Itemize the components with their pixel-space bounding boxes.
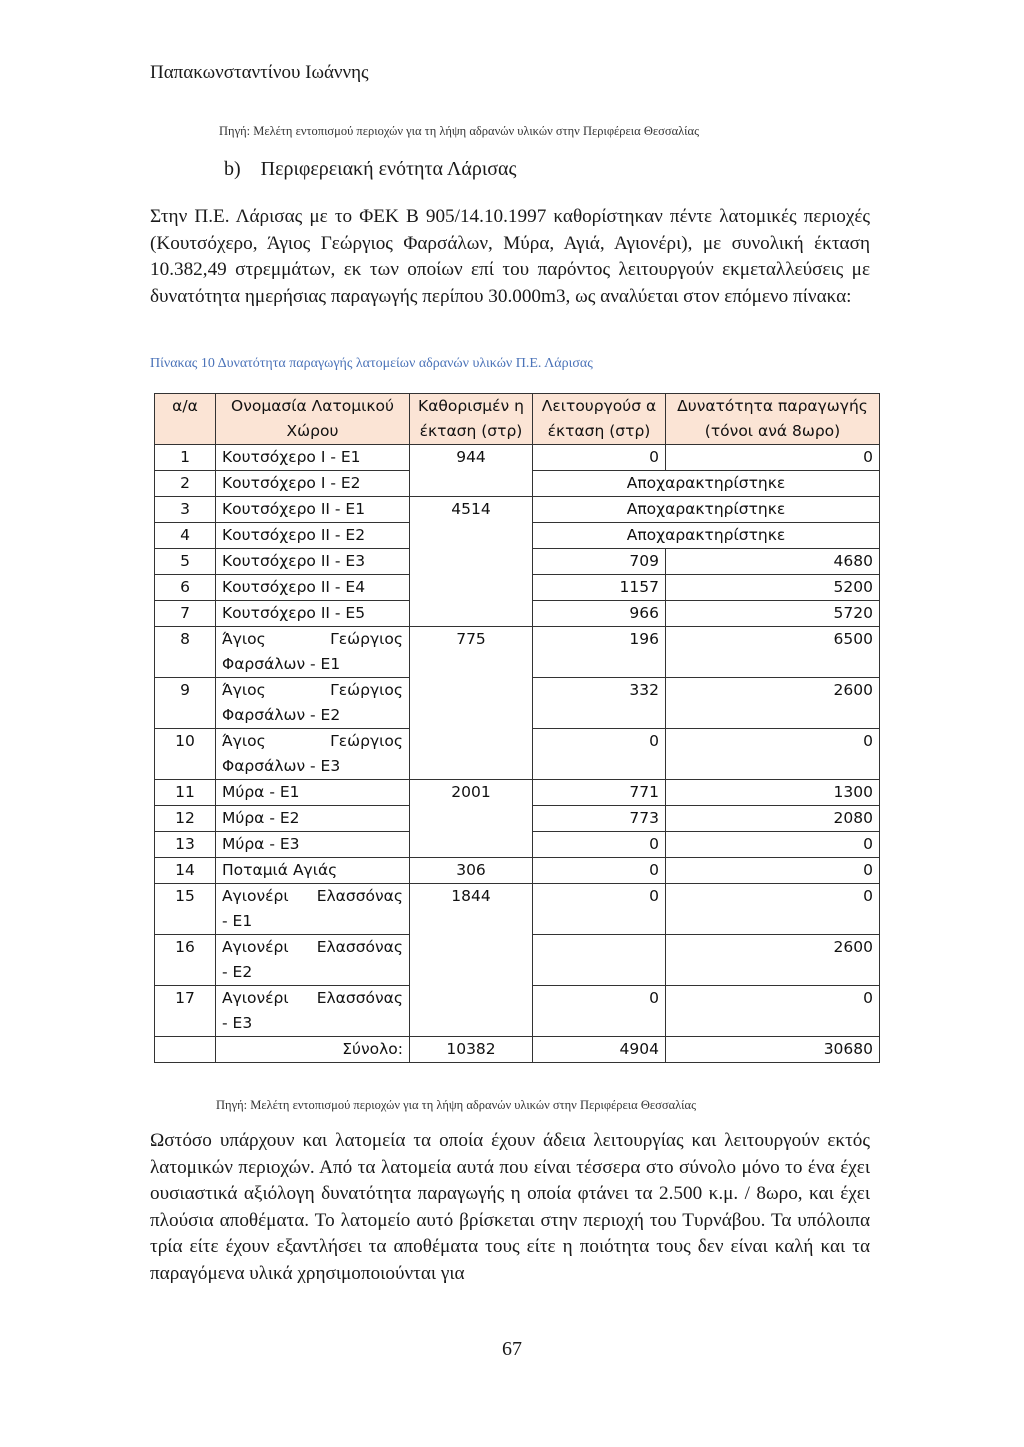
cell-operating: 196 [533, 627, 666, 678]
cell-name-line2: - Ε2 [222, 963, 253, 981]
cell-declassified: Αποχαρακτηρίστηκε [533, 471, 880, 497]
cell-name [216, 627, 410, 678]
table-row [155, 832, 880, 858]
cell-operating: 0 [533, 858, 666, 884]
cell-defined [410, 678, 533, 729]
cell-name [216, 678, 410, 729]
table-row [155, 806, 880, 832]
cell-defined [410, 601, 533, 627]
table-row [155, 780, 880, 806]
cell-name-line1: Άγιος Γεώργιος [222, 732, 403, 750]
cell-defined [410, 471, 533, 497]
cell-aa: 15 [155, 884, 216, 935]
cell-capacity: 2600 [666, 935, 880, 986]
cell-aa: 10 [155, 729, 216, 780]
table-row [155, 601, 880, 627]
cell-capacity: 6500 [666, 627, 880, 678]
cell-aa: 6 [155, 575, 216, 601]
cell-empty [155, 1037, 216, 1063]
page-number: 67 [502, 1338, 522, 1360]
quarry-capacity-table [154, 393, 880, 1063]
cell-aa: 1 [155, 445, 216, 471]
table-row [155, 858, 880, 884]
table-header-row [155, 394, 880, 445]
table-row [155, 729, 880, 780]
cell-operating: 771 [533, 780, 666, 806]
cell-aa: 7 [155, 601, 216, 627]
cell-capacity: 0 [666, 729, 880, 780]
cell-aa: 13 [155, 832, 216, 858]
section-heading: b) Περιφερειακή ενότητα Λάρισας [224, 158, 517, 180]
cell-operating: 332 [533, 678, 666, 729]
table-row [155, 575, 880, 601]
table-row [155, 627, 880, 678]
cell-capacity: 0 [666, 832, 880, 858]
cell-defined [410, 806, 533, 832]
table-total-row [155, 1037, 880, 1063]
cell-name: Μύρα - Ε1 [216, 780, 410, 806]
cell-aa: 4 [155, 523, 216, 549]
cell-defined [410, 832, 533, 858]
cell-operating: 0 [533, 832, 666, 858]
table-caption: Πίνακας 10 Δυνατότητα παραγωγής λατομείων αδρανών υλικών Π.Ε. Λάρισας [150, 356, 593, 371]
cell-aa: 14 [155, 858, 216, 884]
table-row [155, 445, 880, 471]
cell-name: Κουτσόχερο ΙΙ - Ε4 [216, 575, 410, 601]
page-header-author: Παπακωνσταντίνου Ιωάννης [150, 62, 369, 83]
cell-declassified: Αποχαρακτηρίστηκε [533, 523, 880, 549]
total-defined: 10382 [410, 1037, 533, 1063]
cell-name-line2: Φαρσάλων - Ε2 [222, 706, 341, 724]
cell-aa: 3 [155, 497, 216, 523]
cell-name: Κουτσόχερο ΙΙ - Ε5 [216, 601, 410, 627]
cell-operating: 773 [533, 806, 666, 832]
cell-defined [410, 575, 533, 601]
cell-aa: 16 [155, 935, 216, 986]
cell-name: Κουτσόχερο Ι - Ε1 [216, 445, 410, 471]
cell-name: Ποταμιά Αγιάς [216, 858, 410, 884]
cell-defined [410, 986, 533, 1037]
cell-capacity: 2600 [666, 678, 880, 729]
header-operating-area: Λειτουργούσ α έκταση (στρ) [533, 394, 666, 445]
cell-defined: 1844 [410, 884, 533, 935]
header-aa: α/α [155, 394, 216, 445]
header-capacity: Δυνατότητα παραγωγής (τόνοι ανά 8ωρο) [666, 394, 880, 445]
table-row [155, 986, 880, 1037]
cell-capacity: 0 [666, 884, 880, 935]
header-defined-area: Καθορισμέν η έκταση (στρ) [410, 394, 533, 445]
cell-defined: 4514 [410, 497, 533, 523]
cell-capacity: 2080 [666, 806, 880, 832]
cell-name-line1: Άγιος Γεώργιος [222, 681, 403, 699]
cell-name: Κουτσόχερο ΙΙ - Ε3 [216, 549, 410, 575]
source-note-bottom: Πηγή: Μελέτη εντοπισμού περιοχών για τη λήψη αδρανών υλικών στην Περιφέρεια Θεσσαλίας [216, 1098, 697, 1112]
cell-capacity: 5200 [666, 575, 880, 601]
cell-operating: 0 [533, 729, 666, 780]
cell-name [216, 935, 410, 986]
cell-name: Κουτσόχερο Ι - Ε2 [216, 471, 410, 497]
cell-capacity: 0 [666, 858, 880, 884]
cell-defined: 306 [410, 858, 533, 884]
table-row [155, 935, 880, 986]
cell-capacity: 0 [666, 986, 880, 1037]
table-row [155, 523, 880, 549]
cell-operating [533, 935, 666, 986]
table-row [155, 471, 880, 497]
cell-name-line1: Άγιος Γεώργιος [222, 630, 403, 648]
cell-name [216, 884, 410, 935]
cell-operating: 709 [533, 549, 666, 575]
cell-name-line2: - Ε3 [222, 1014, 253, 1032]
cell-operating: 1157 [533, 575, 666, 601]
cell-name: Μύρα - Ε3 [216, 832, 410, 858]
cell-aa: 17 [155, 986, 216, 1037]
source-note-top: Πηγή: Μελέτη εντοπισμού περιοχών για τη λήψη αδρανών υλικών στην Περιφέρεια Θεσσαλίας [219, 124, 700, 138]
intro-paragraph: Στην Π.Ε. Λάρισας με το ΦΕΚ Β 905/14.10.1997 καθορίστηκαν πέντε λατομικές περιοχές (Κουτσόχερο, Άγιος Γεώργιος Φαρσάλων, Μύρα, Αγιά, Αγιονέρι), με συνολική έκταση 10.382,49 στρεμμάτων, εκ των οποίων επί του παρόντος λειτουργούν εκμεταλλεύσεις με δυνατότητα ημερήσιας παραγωγής περίπου 30.000m3, ως αναλύεται στον επόμενο πίνακα: [150, 206, 870, 307]
body-paragraph: Ωστόσο υπάρχουν και λατομεία τα οποία έχουν άδεια λειτουργίας και λειτουργούν εκτός λατομικών περιοχών. Από τα λατομεία αυτά που είναι τέσσερα στο σύνολο μόνο το ένα έχει ουσιαστικά αξιόλογη δυνατότητα παραγωγής η οποία φτάνει τα 2.500 κ.μ. / 8ωρο, και έχει πλούσια αποθέματα. Το λατομείο αυτό βρίσκεται στην περιοχή του Τυρνάβου. Τα υπόλοιπα τρία είτε έχουν εξαντλήσει τα αποθέματα τους είτε η ποιότητα τους δεν είναι καλή και τα παραγόμενα υλικά χρησιμοποιούνται για [150, 1130, 870, 1284]
cell-capacity: 5720 [666, 601, 880, 627]
cell-name-line1: Αγιονέρι Ελασσόνας [222, 938, 403, 956]
table-row [155, 678, 880, 729]
cell-aa: 12 [155, 806, 216, 832]
cell-name: Κουτσόχερο ΙΙ - Ε1 [216, 497, 410, 523]
cell-aa: 5 [155, 549, 216, 575]
cell-name-line1: Αγιονέρι Ελασσόνας [222, 887, 403, 905]
cell-operating: 0 [533, 445, 666, 471]
cell-aa: 9 [155, 678, 216, 729]
cell-name: Μύρα - Ε2 [216, 806, 410, 832]
total-operating: 4904 [533, 1037, 666, 1063]
table-row [155, 884, 880, 935]
cell-aa: 11 [155, 780, 216, 806]
table-row [155, 549, 880, 575]
cell-defined: 2001 [410, 780, 533, 806]
cell-defined [410, 523, 533, 549]
cell-name-line2: Φαρσάλων - Ε1 [222, 655, 341, 673]
cell-aa: 8 [155, 627, 216, 678]
cell-operating: 0 [533, 986, 666, 1037]
cell-operating: 0 [533, 884, 666, 935]
cell-capacity: 0 [666, 445, 880, 471]
total-capacity: 30680 [666, 1037, 880, 1063]
cell-name-line2: Φαρσάλων - Ε3 [222, 757, 341, 775]
cell-name: Κουτσόχερο ΙΙ - Ε2 [216, 523, 410, 549]
cell-defined [410, 729, 533, 780]
cell-capacity: 4680 [666, 549, 880, 575]
cell-name [216, 986, 410, 1037]
cell-name-line2: - Ε1 [222, 912, 253, 930]
cell-defined: 944 [410, 445, 533, 471]
cell-name-line1: Αγιονέρι Ελασσόνας [222, 989, 403, 1007]
cell-operating: 966 [533, 601, 666, 627]
cell-defined: 775 [410, 627, 533, 678]
cell-capacity: 1300 [666, 780, 880, 806]
total-label: Σύνολο: [216, 1037, 410, 1063]
table-row [155, 497, 880, 523]
cell-declassified: Αποχαρακτηρίστηκε [533, 497, 880, 523]
cell-defined [410, 935, 533, 986]
cell-aa: 2 [155, 471, 216, 497]
cell-name [216, 729, 410, 780]
cell-defined [410, 549, 533, 575]
header-name: Ονομασία Λατομικού Χώρου [216, 394, 410, 445]
